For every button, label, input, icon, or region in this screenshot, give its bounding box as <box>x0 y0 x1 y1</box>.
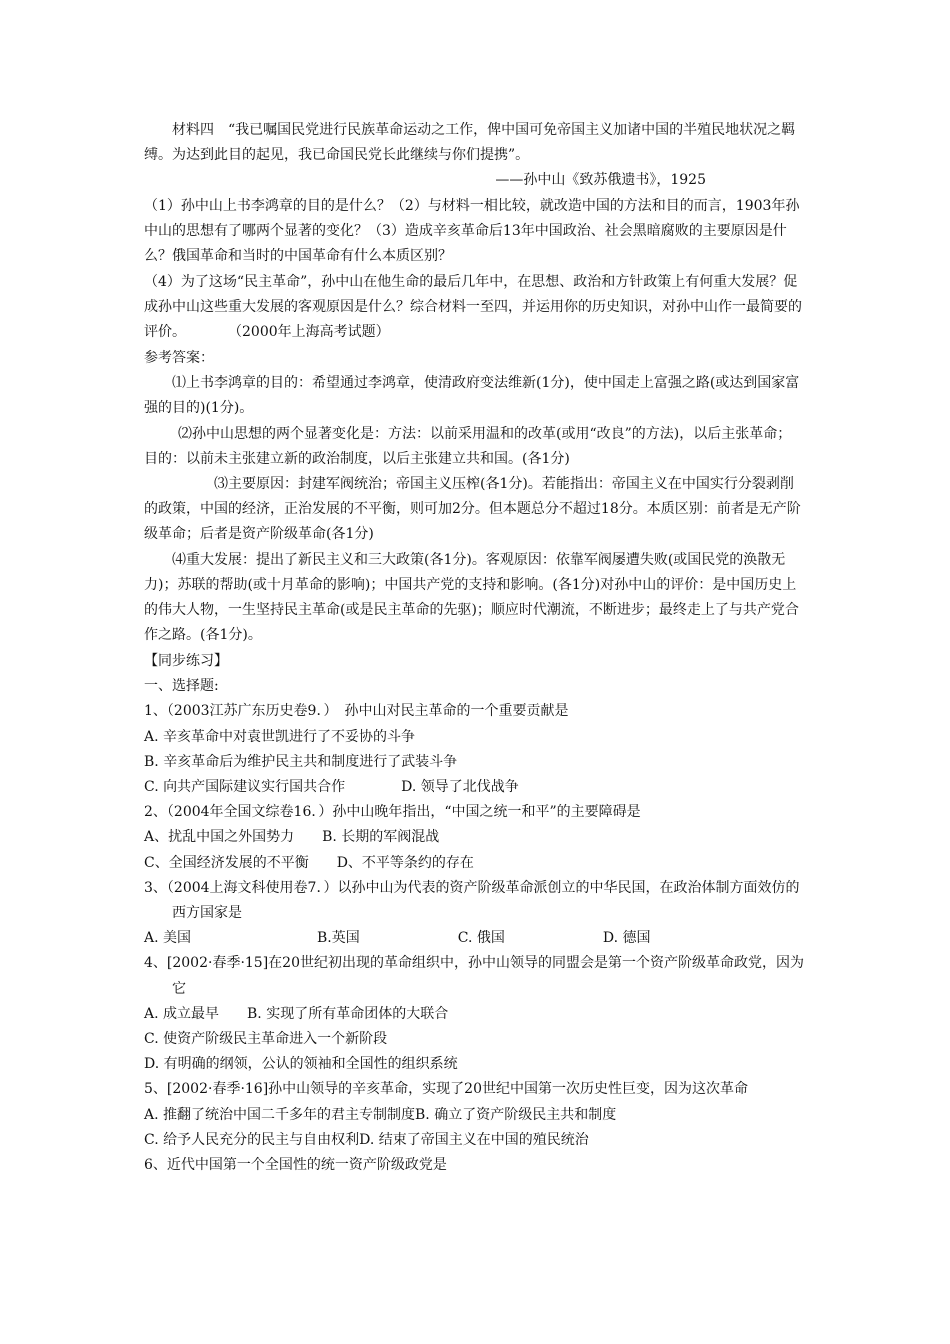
option-line: C、全国经济发展的不平衡 D、不平等条约的存在 <box>144 854 474 871</box>
reference-answers <box>144 346 804 648</box>
practice-section <box>144 649 804 1178</box>
option-line: C. 使资产阶级民主革命进入一个新阶段 <box>144 1031 388 1048</box>
answer-3: ⑶主要原因：封建军阀统治；帝国主义压榨(各1分)。若能指出：帝国主义在中国实行分裂剥削的政策，中国的经济，正治发展的不平衡，则可加2分。但本题总分不超过18分。本质区别：前者是无产阶级革命；后者是资产阶级革命(各1分) <box>144 476 801 543</box>
answer-4: ⑷重大发展：提出了新民主义和三大政策(各1分)。客观原因：依靠军阀屡遭失败(或国民党的涣散无力)；苏联的帮助(或十月革命的影响)；中国共产党的支持和影响。(各1分)对孙中山的评价：是中国历史上的伟大人物，一生坚持民主革命(或是民主革命的先驱)；顺应时代潮流，不断进步；最终走上了与共产党合作之路。(各1分)。 <box>144 551 799 644</box>
question-stem: 1、（2003江苏广东历史卷9．） 孙中山对民主革命的一个重要贡献是 <box>144 703 569 720</box>
material-four <box>144 118 804 194</box>
choice-section-title: 一、选择题: <box>144 678 219 695</box>
answer-1: ⑴上书李鸿章的目的：希望通过李鸿章，使清政府变法维新(1分)，使中国走上富强之路(或达到国家富强的目的)(1分)。 <box>144 375 800 417</box>
option-line: C. 给予人民充分的民主与自由权利D. 结束了帝国主义在中国的殖民统治 <box>144 1131 589 1148</box>
question-item <box>144 951 804 1077</box>
question-item <box>144 699 804 800</box>
answers-heading: 参考答案： <box>144 350 214 366</box>
question-stem: 6、近代中国第一个全国性的统一资产阶级政党是 <box>144 1157 447 1174</box>
question-stem: 3、（2004上海文科使用卷7．）以孙中山为代表的资产阶级革命派创立的中华民国，在政治体制方面效仿的西方国家是 <box>144 879 800 922</box>
question-item <box>144 800 804 876</box>
option-line: A. 辛亥革命中对袁世凯进行了不妥协的斗争 <box>144 728 416 745</box>
material-four-source: ——孙中山《致苏俄遗书》，1925 <box>495 172 706 189</box>
question-item <box>144 1077 804 1153</box>
question-stem: 2、（2004年全国文综卷16．）孙中山晚年指出，“中国之统一和平”的主要障碍是 <box>144 804 641 821</box>
question-stem: 5、[2002·春季·16]孙中山领导的辛亥革命，实现了20世纪中国第一次历史性巨变，因为这次革命 <box>144 1081 748 1098</box>
option-line: D. 有明确的纲领，公认的领袖和全国性的组织系统 <box>144 1056 458 1073</box>
option-line: C. 向共产国际建议实行国共合作 D. 领导了北伐战争 <box>144 779 519 796</box>
option-line: A. 美国 B.英国 C. 俄国 D. 德国 <box>144 930 651 947</box>
option-line: A. 成立最早 B. 实现了所有革命团体的大联合 <box>144 1005 449 1022</box>
question-4: （4）为了这场“民主革命”，孙中山在他生命的最后几年中，在思想、政治和方针政策上有何重大发展？促成孙中山这些重大发展的客观原因是什么？综合材料一至四，并运用你的历史知识，对孙中山作一最简要的评价。 （2000年上海高考试题） <box>144 273 802 341</box>
option-line: A. 推翻了统治中国二千多年的君主专制制度B. 确立了资产阶级民主共和制度 <box>144 1106 617 1123</box>
option-line: A、扰乱中国之外国势力 B. 长期的军阀混战 <box>144 829 440 846</box>
material-four-text: 材料四 “我已嘱国民党进行民族革命运动之工作，俾中国可免帝国主义加诸中国的半殖民地状况之羁缚。为达到此目的起见，我已命国民党长此继续与你们提携”。 <box>144 122 796 164</box>
practice-heading: 【同步练习】 <box>144 653 228 669</box>
question-1-to-3: （1）孙中山上书李鸿章的目的是什么？（2）与材料一相比较，就改造中国的方法和目的而言，1903年孙中山的思想有了哪两个显著的变化？（3）造成辛亥革命后13年中国政治、社会黑暗腐败的主要原因是什么？俄国革命和当时的中国革命有什么本质区别？ <box>144 198 800 265</box>
question-item <box>144 876 804 952</box>
questions <box>144 194 804 345</box>
option-line: B. 辛亥革命后为维护民主共和制度进行了武装斗争 <box>144 753 458 770</box>
answer-2: ⑵孙中山思想的两个显著变化是：方法：以前采用温和的改革(或用“改良”的方法)，以后主张革命；目的：以前未主张建立新的政治制度，以后主张建立共和国。(各1分) <box>144 425 792 467</box>
question-item <box>144 1153 804 1178</box>
question-stem: 4、[2002·春季·15]在20世纪初出现的革命组织中，孙中山领导的同盟会是第一个资产阶级革命政党，因为它 <box>144 955 804 997</box>
